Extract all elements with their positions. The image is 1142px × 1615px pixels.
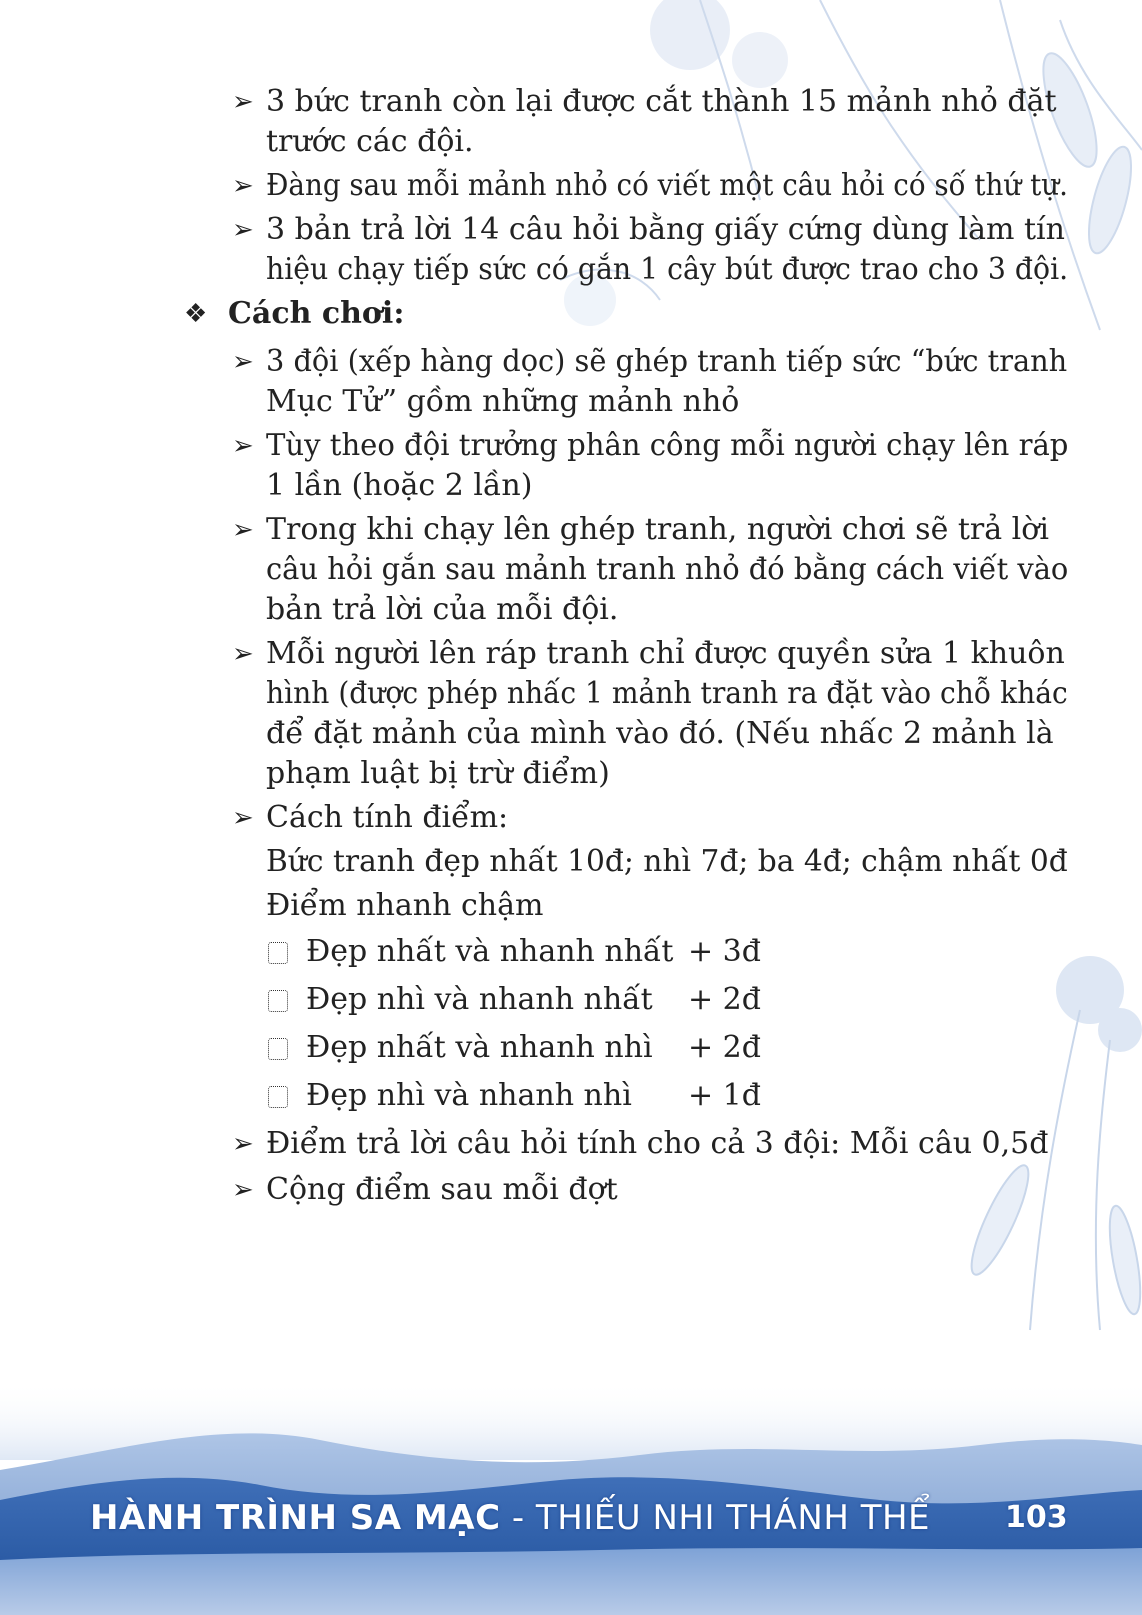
rule-line: bản trả lời của mỗi đội. bbox=[266, 592, 619, 627]
section-heading: Cách chơi: bbox=[228, 296, 405, 331]
checkbox-icon bbox=[268, 1038, 288, 1060]
page-number: 103 bbox=[1005, 1500, 1068, 1535]
bullet-line: hiệu chạy tiếp sức có gắn 1 cây bút được trao cho 3 đội. bbox=[266, 252, 1069, 287]
bullet-line: trước các đội. bbox=[266, 124, 474, 159]
score-item-label: Đẹp nhất và nhanh nhất bbox=[306, 934, 674, 969]
rule-line: Mục Tử” gồm những mảnh nhỏ bbox=[266, 384, 740, 419]
book-title-sub: THIẾU NHI THÁNH THỂ bbox=[535, 1498, 931, 1538]
rule-line: Điểm trả lời câu hỏi tính cho cả 3 đội: Mỗi câu 0,5đ bbox=[266, 1126, 1049, 1161]
score-item-points: + 2đ bbox=[688, 1030, 761, 1065]
arrow-bullet-icon: ➢ bbox=[232, 639, 254, 669]
rule-line: Tùy theo đội trưởng phân công mỗi người chạy lên ráp bbox=[266, 428, 1069, 463]
score-item-label: Đẹp nhì và nhanh nhì bbox=[306, 1078, 632, 1113]
rule-line: câu hỏi gắn sau mảnh tranh nhỏ đó bằng cách viết vào bbox=[266, 552, 1069, 587]
arrow-bullet-icon: ➢ bbox=[232, 1129, 254, 1159]
score-item-label: Đẹp nhì và nhanh nhất bbox=[306, 982, 653, 1017]
bullet-line: 3 bức tranh còn lại được cắt thành 15 mảnh nhỏ đặt bbox=[266, 84, 1057, 119]
rule-line: hình (được phép nhấc 1 mảnh tranh ra đặt vào chỗ khác bbox=[266, 676, 1068, 711]
arrow-bullet-icon: ➢ bbox=[232, 803, 254, 833]
book-title bbox=[90, 1494, 930, 1542]
bullet-line: Đàng sau mỗi mảnh nhỏ có viết một câu hỏi có số thứ tự. bbox=[266, 168, 1068, 203]
book-title-main: HÀNH TRÌNH SA MẠC bbox=[90, 1498, 501, 1538]
rule-line: Trong khi chạy lên ghép tranh, người chơi sẽ trả lời bbox=[266, 512, 1049, 547]
arrow-bullet-icon: ➢ bbox=[232, 215, 254, 245]
arrow-bullet-icon: ➢ bbox=[232, 87, 254, 117]
diamond-bullet-icon: ❖ bbox=[184, 299, 208, 329]
bullet-line: 3 bản trả lời 14 câu hỏi bằng giấy cứng dùng làm tín bbox=[266, 212, 1065, 247]
arrow-bullet-icon: ➢ bbox=[232, 1175, 254, 1205]
score-item-points: + 3đ bbox=[688, 934, 761, 969]
checkbox-icon bbox=[268, 942, 288, 964]
rule-line: Bức tranh đẹp nhất 10đ; nhì 7đ; ba 4đ; chậm nhất 0đ bbox=[266, 844, 1068, 879]
arrow-bullet-icon: ➢ bbox=[232, 431, 254, 461]
rule-line: Điểm nhanh chậm bbox=[266, 888, 544, 923]
arrow-bullet-icon: ➢ bbox=[232, 171, 254, 201]
rule-line: phạm luật bị trừ điểm) bbox=[266, 756, 610, 791]
rule-line: 3 đội (xếp hàng dọc) sẽ ghép tranh tiếp sức “bức tranh bbox=[266, 344, 1068, 379]
book-title-separator: - bbox=[500, 1498, 536, 1538]
rule-line: Mỗi người lên ráp tranh chỉ được quyền sửa 1 khuôn bbox=[266, 636, 1065, 671]
arrow-bullet-icon: ➢ bbox=[232, 515, 254, 545]
rule-line: Cách tính điểm: bbox=[266, 800, 509, 835]
rule-line: Cộng điểm sau mỗi đợt bbox=[266, 1172, 618, 1207]
rule-line: 1 lần (hoặc 2 lần) bbox=[266, 468, 533, 503]
arrow-bullet-icon: ➢ bbox=[232, 347, 254, 377]
checkbox-icon bbox=[268, 1086, 288, 1108]
score-item-points: + 2đ bbox=[688, 982, 761, 1017]
score-item-points: + 1đ bbox=[688, 1078, 761, 1113]
score-item-label: Đẹp nhất và nhanh nhì bbox=[306, 1030, 653, 1065]
rule-line: để đặt mảnh của mình vào đó. (Nếu nhấc 2 mảnh là bbox=[266, 716, 1054, 751]
checkbox-icon bbox=[268, 990, 288, 1012]
